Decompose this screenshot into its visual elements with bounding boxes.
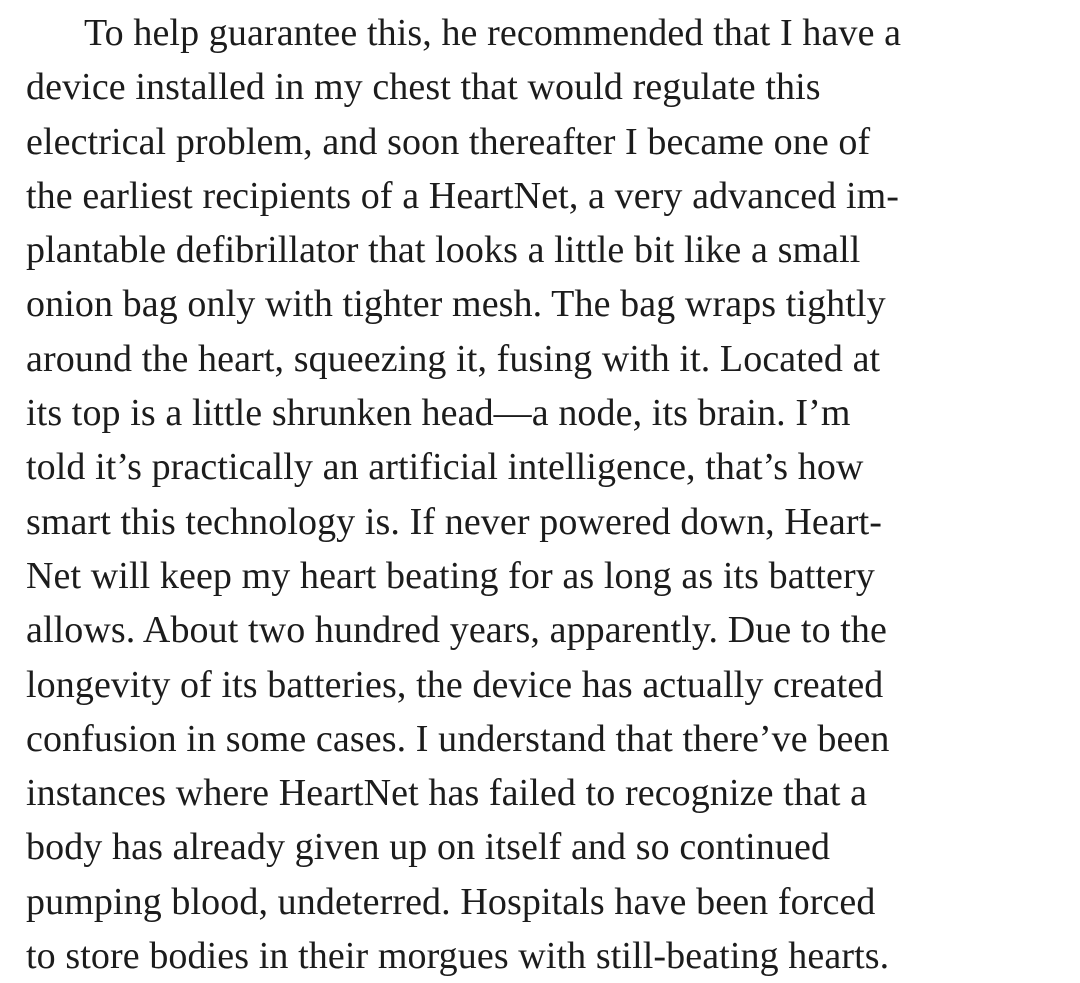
body-paragraph	[26, 6, 1066, 983]
paragraph-line: around the heart, squeezing it, fusing with it. Located at	[26, 337, 881, 380]
paragraph-line: confusion in some cases. I understand that there’ve been	[26, 717, 890, 760]
paragraph-line: to store bodies in their morgues with still-beating hearts.	[26, 935, 890, 978]
paragraph-line: instances where HeartNet has failed to recognize that a	[26, 772, 868, 815]
paragraph-line: plantable defibrillator that looks a little bit like a small	[26, 229, 861, 272]
paragraph-line: pumping blood, undeterred. Hospitals have been forced	[26, 880, 876, 923]
paragraph-line: To help guarantee this, he recommended that I have a	[84, 12, 902, 54]
paragraph-line: told it’s practically an artificial intelligence, that’s how	[26, 446, 864, 489]
paragraph-line: Net will keep my heart beating for as long as its battery	[26, 554, 875, 597]
paragraph-line: onion bag only with tighter mesh. The bag wraps tightly	[26, 283, 886, 326]
paragraph-line: its top is a little shrunken head—a node, its brain. I’m	[26, 392, 851, 435]
paragraph-line: smart this technology is. If never powered down, Heart-	[26, 500, 883, 543]
paragraph-line: electrical problem, and soon thereafter I became one of	[26, 120, 871, 163]
paragraph-line: the earliest recipients of a HeartNet, a very advanced im-	[26, 174, 900, 217]
paragraph-line: allows. About two hundred years, apparently. Due to the	[26, 609, 888, 652]
paragraph-line: longevity of its batteries, the device has actually created	[26, 663, 884, 706]
paragraph-line: body has already given up on itself and so continued	[26, 826, 831, 869]
paragraph-line: device installed in my chest that would regulate this	[26, 66, 821, 109]
